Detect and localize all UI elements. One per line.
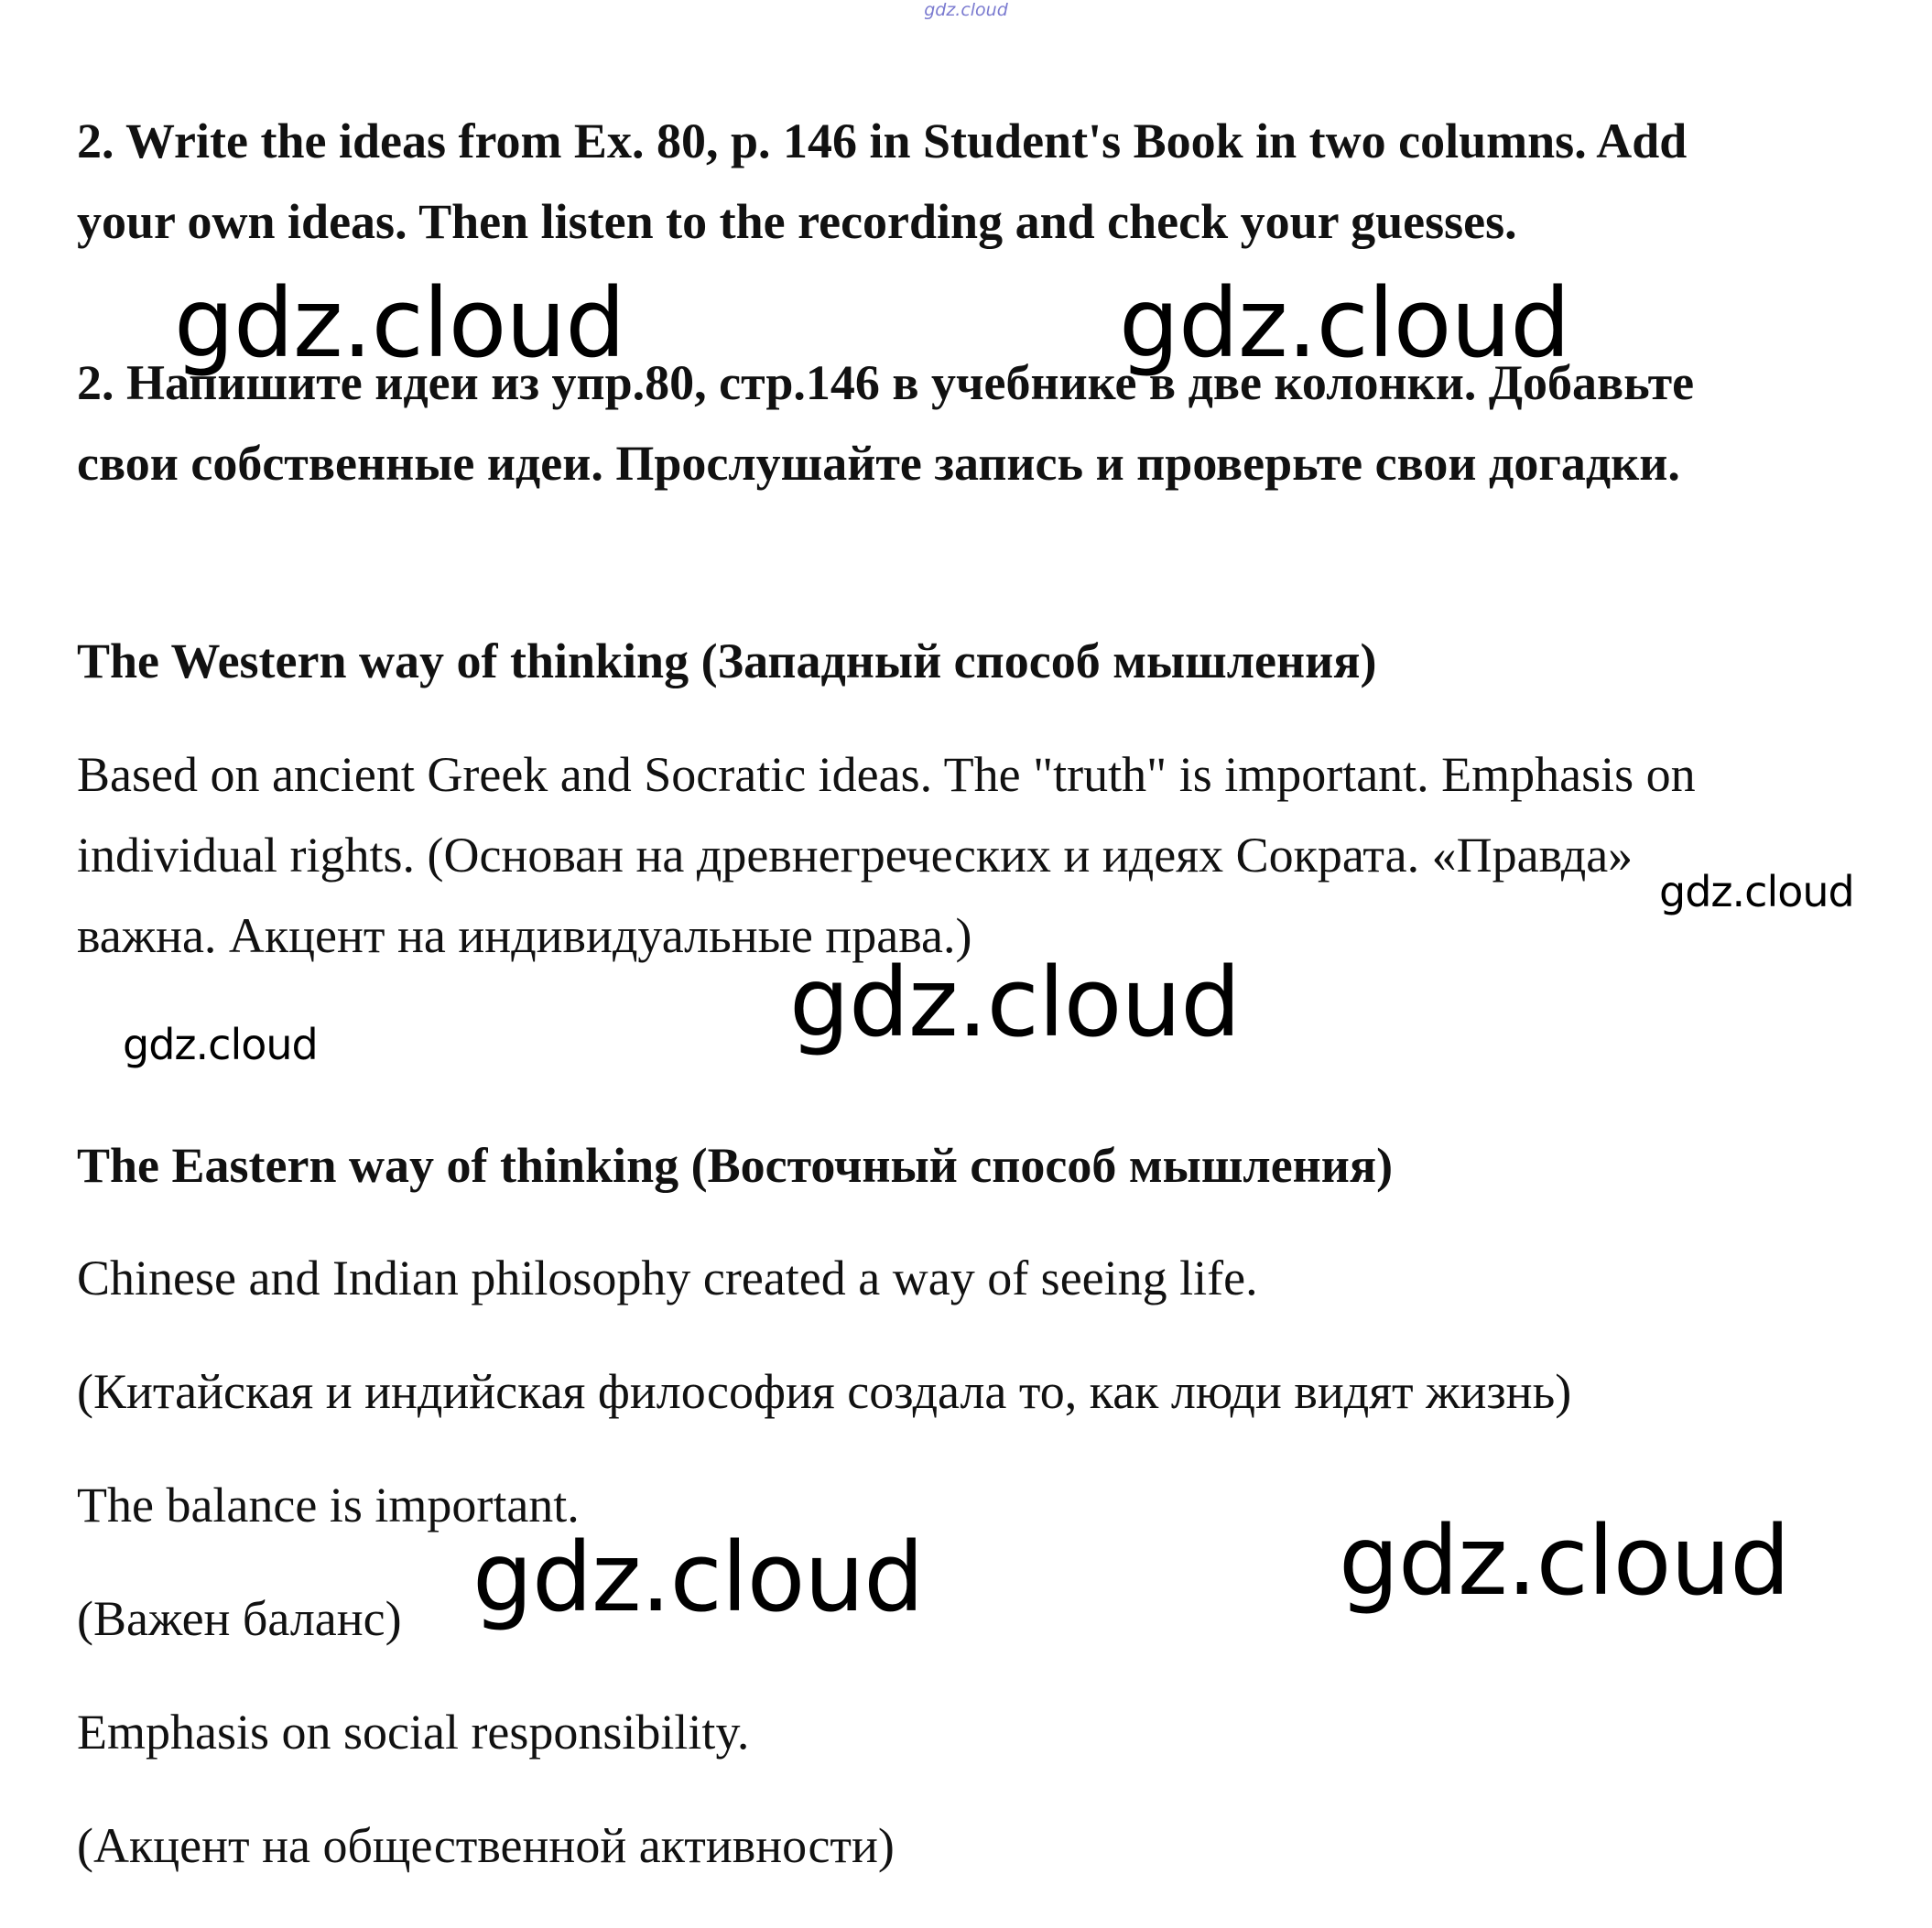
watermark: gdz.cloud — [123, 1020, 318, 1069]
task-english-line-1: 2. Write the ideas from Ex. 80, p. 146 in Student's Book in two columns. Add — [77, 114, 1688, 168]
watermark: gdz.cloud — [174, 267, 625, 379]
task-russian-line-2: свои собственные идеи. Прослушайте запись и проверьте свои догадки. — [77, 436, 1680, 491]
western-heading: The Western way of thinking (Западный способ мышления) — [77, 634, 1377, 688]
eastern-item: (Акцент на общественной активности) — [77, 1818, 895, 1873]
top-watermark: gdz.cloud — [924, 0, 1008, 20]
eastern-item: Chinese and Indian philosophy created a way of seeing life. — [77, 1251, 1258, 1305]
eastern-item: (Важен баланс) — [77, 1591, 402, 1646]
western-text-line-1: Based on ancient Greek and Socratic ideas. The "truth" is important. Emphasis on — [77, 747, 1696, 802]
task-english-line-2: your own ideas. Then listen to the recording and check your guesses. — [77, 194, 1517, 249]
eastern-item: The balance is important. — [77, 1478, 580, 1533]
watermark: gdz.cloud — [1339, 1505, 1790, 1617]
eastern-item: Emphasis on social responsibility. — [77, 1705, 750, 1760]
western-text-line-3: важна. Акцент на индивидуальные права.) — [77, 908, 972, 963]
western-text-line-2: individual rights. (Основан на древнегреческих и идеях Сократа. «Правда» — [77, 828, 1634, 883]
watermark: gdz.cloud — [789, 947, 1241, 1058]
watermark: gdz.cloud — [1119, 267, 1570, 379]
watermark: gdz.cloud — [472, 1522, 924, 1633]
task-russian-line-1: 2. Напишите идеи из упр.80, стр.146 в учебнике в две колонки. Добавьте — [77, 355, 1695, 410]
watermark: gdz.cloud — [1659, 867, 1854, 916]
eastern-item: (Китайская и индийская философия создала то, как люди видят жизнь) — [77, 1364, 1572, 1419]
eastern-heading: The Eastern way of thinking (Восточный способ мышления) — [77, 1138, 1394, 1193]
